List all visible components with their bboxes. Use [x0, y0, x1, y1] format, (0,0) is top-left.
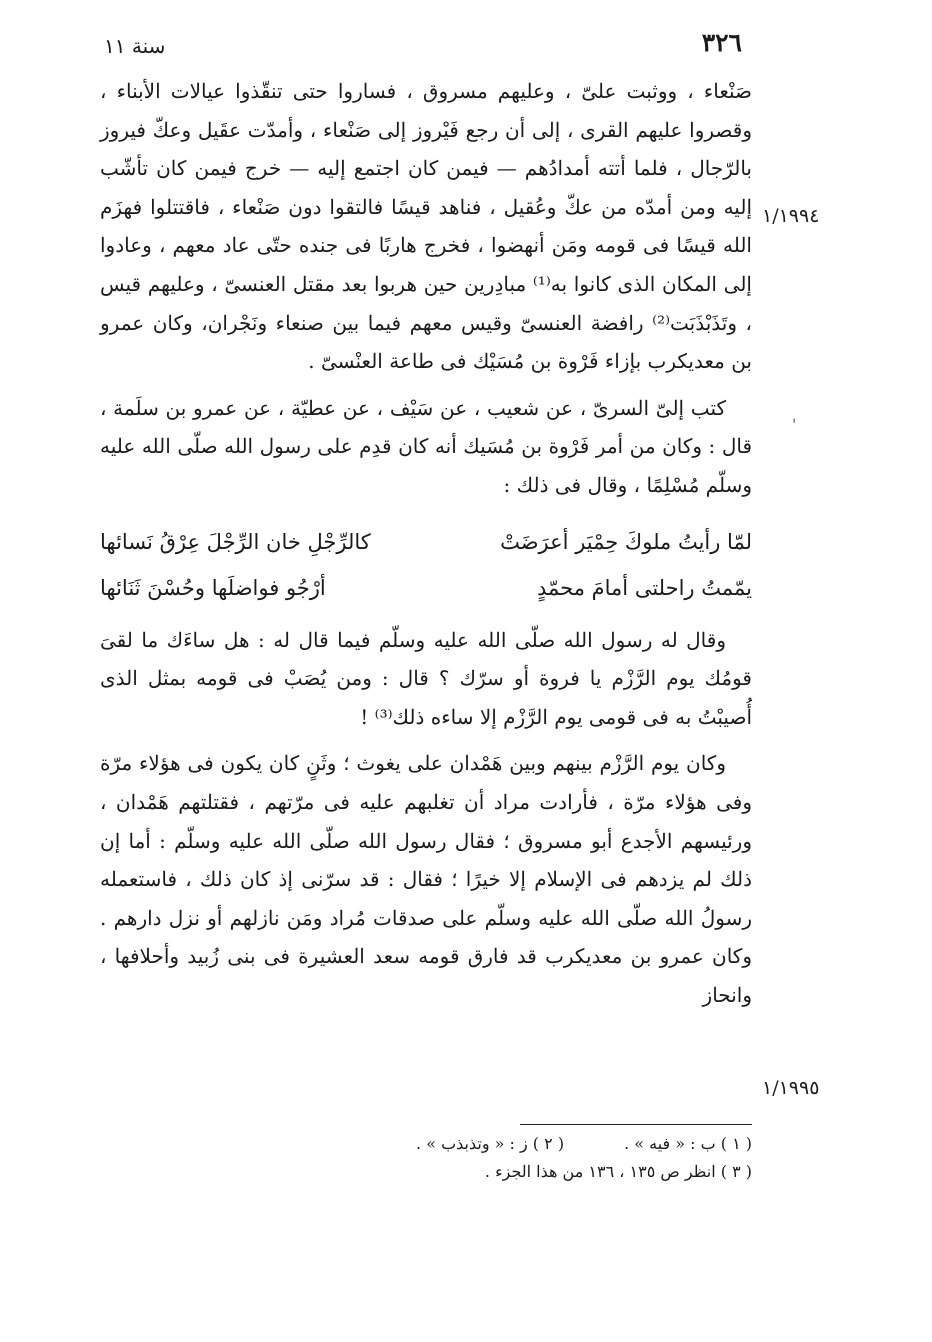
verse-1-second-hemistich: كالرِّجْلِ خان الرِّجْلَ عِرْقُ نَسائها: [100, 529, 371, 554]
poem: [100, 519, 752, 611]
year-label: سنة ١١: [104, 34, 166, 58]
margin-reference-2: ١/١٩٩٥: [762, 1077, 820, 1099]
verse-2-second-hemistich: أرْجُو فواضلَها وحُسْنَ ثَنَائها: [100, 575, 326, 600]
margin-tick-mark: ': [792, 415, 797, 434]
verse-2-first-hemistich: يمّمتُ راحلتى أمامَ محمّدٍ: [537, 575, 752, 600]
main-text: [100, 72, 752, 1014]
footnote-1: ( ١ ) ب : « فيه » .: [624, 1134, 752, 1153]
verse-1-first-hemistich: لمّا رأيتُ ملوكَ حِمْيَر أعرَضَتْ: [500, 529, 752, 554]
paragraph-2: كتب إلىّ السرىّ ، عن شعيب ، عن سَيْف ، عن عطيّة ، عن عمرو بن سلَمة ، قال : وكان من أمر فَرْوة بن مُسَيك أنه كان قدِم على رسول الله صلّى الله عليه وسلّم مُسْلِمًا ، وقال فى ذلك :: [100, 395, 752, 497]
paragraph-4: وكان يوم الرَّزْم بينهم وبين هَمْدان على يغوث ؛ وثَنٍ كان يكون فى هؤلاء مرّة وفى هؤلاء مرّة ، فأرادت مراد أن تغلبهم عليه فى مرّتهم ، فقتلتهم هَمْدان ، ورئيسهم الأجدع أبو مسروق ؛ فقال رسول الله صلّى الله عليه وسلّم : أما إن ذلك لم يزدهم فى الإسلام إلا خيرًا ؛ فقال : قد سرّنى إذ كان ذلك ، فاستعمله رسولُ الله صلّى الله عليه وسلّم على صدقات مُراد ومَن نازلهم أو نزل دارهم . وكان عمرو بن معديكرب قد فارق قومه سعد العشيرة فى بنى زُبيد وأحلافها ، وانحاز: [100, 751, 752, 1007]
footnote-line-1: [200, 1130, 752, 1158]
page-number: ٣٢٦: [701, 28, 742, 57]
footnote-divider: [520, 1124, 752, 1125]
footnotes: [200, 1130, 752, 1186]
margin-reference-1: ١/١٩٩٤: [762, 205, 820, 227]
verse-line-2: [100, 565, 752, 611]
paragraph-1: صَنْعاء ، ووثبت علىّ ، وعليهم مسروق ، فساروا حتى تنقّذوا عيالات الأبناء ، وقصروا عليهم القرى ، إلى أن رجع فَيْروز إلى صَنْعاء ، وأمدّت عقَيل وعكّ فيروز بالرّجال ، فلما أتته أمدادُهم — فيمن كان اجتمع إليه — خرج فيمن كان تأشّب إليه ومن أمدّه من عكّ وعُقيل ، فناهد قيسًا فالتقوا دون صَنْعاء ، فاقتتلوا فهزَم الله قيسًا فى قومه ومَن أنهضوا ، فخرج هاربًا فى جنده حتّى عاد معهم ، وعادوا إلى المكان الذى كانوا به⁽¹⁾ مبادِرين حين هربوا بعد مقتل العنسىّ ، وعليهم قيس ، وتَذَبْذَبَت⁽²⁾ رافضة العنسىّ وقيس معهم فيما بين صنعاء ونَجْران، وكان عمرو بن معديكرب بإزاء فَرْوة بن مُسَيْك فى طاعة العنْسىّ .: [100, 79, 753, 374]
verse-line-1: [100, 519, 752, 565]
paragraph-3: وقال له رسول الله صلّى الله عليه وسلّم فيما قال له : هل ساءَك ما لقىَ قومُك يوم الرَّزْم يا فروة أو سرّك ؟ قال : ومن يُصَبْ فى قومه بمثل الذى أُصيبْتُ به فى قومى يوم الرَّزْم إلا ساءه ذلك⁽³⁾ !: [100, 627, 752, 729]
footnote-3: ( ٣ ) انظر ص ١٣٥ ، ١٣٦ من هذا الجزء .: [484, 1162, 752, 1181]
footnote-2: ( ٢ ) ز : « وتذبذب » .: [416, 1134, 565, 1153]
